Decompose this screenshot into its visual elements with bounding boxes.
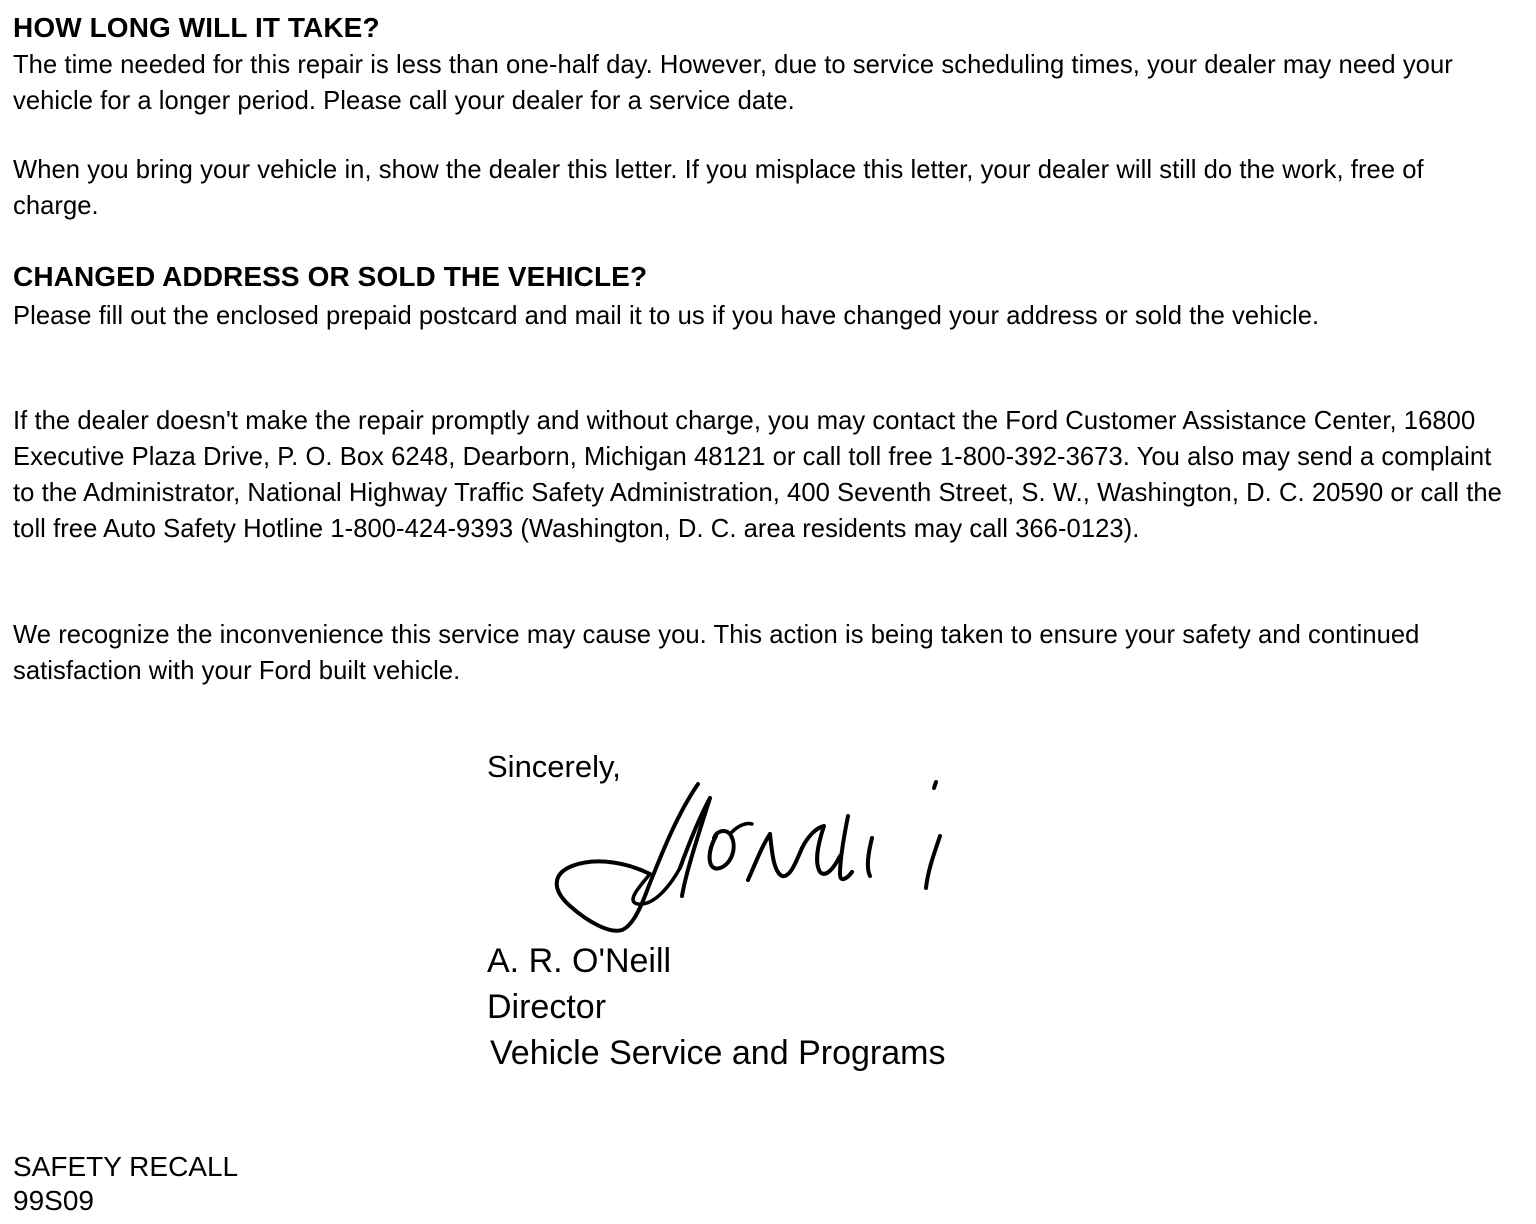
section-heading-changed-address: CHANGED ADDRESS OR SOLD THE VEHICLE? [13, 261, 648, 292]
footer-recall-label: SAFETY RECALL [13, 1151, 239, 1182]
signer-title: Director [487, 988, 607, 1026]
handwritten-signature [548, 776, 958, 936]
postcard-paragraph: Please fill out the enclosed prepaid postcard and mail it to us if you have changed your address or sold the vehicle. [13, 302, 1320, 330]
footer-recall-code: 99S09 [13, 1185, 94, 1216]
contact-paragraph: If the dealer doesn't make the repair promptly and without charge, you may contact the Ford Customer Assistance Center, 16800 Executive Plaza Drive, P. O. Box 6248, Dearborn, Michigan 48121 or call toll free 1-800-392-3673. You also may send a complaint to the Administrator, National Highway Traffic Safety Administration, 400 Seventh Street, S. W., Washington, D. C. 20590 or call the toll free Auto Safety Hotline 1-800-424-9393 (Washington, D. C. area residents may call 366-0123). [13, 407, 1502, 543]
signer-name: A. R. O'Neill [487, 942, 672, 980]
closing-paragraph: We recognize the inconvenience this service may cause you. This action is being taken to ensure your safety and continued satisfaction with your Ford built vehicle. [13, 621, 1420, 685]
repair-time-paragraph: The time needed for this repair is less than one-half day. However, due to service scheduling times, your dealer may need your vehicle for a longer period. Please call your dealer for a service date. [13, 51, 1453, 115]
bring-letter-paragraph: When you bring your vehicle in, show the dealer this letter. If you misplace this letter, your dealer will still do the work, free of charge. [13, 156, 1424, 220]
signer-department: Vehicle Service and Programs [490, 1034, 946, 1072]
section-heading-how-long: HOW LONG WILL IT TAKE? [13, 12, 380, 43]
closing-salutation: Sincerely, [487, 749, 621, 784]
